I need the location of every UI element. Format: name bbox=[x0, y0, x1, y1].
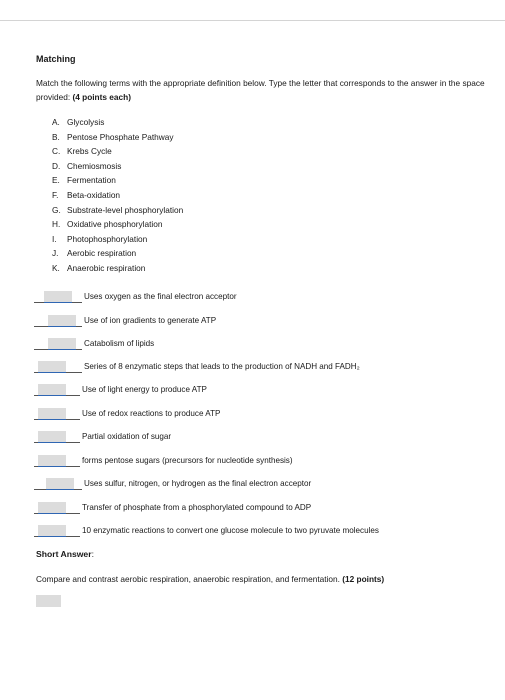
answer-underline bbox=[74, 489, 82, 490]
answer-underline bbox=[38, 372, 66, 373]
answer-underline bbox=[34, 326, 48, 327]
answer-underline bbox=[76, 326, 82, 327]
term-label: Photophosphorylation bbox=[67, 233, 148, 244]
answer-field[interactable] bbox=[48, 338, 76, 349]
match-row bbox=[34, 315, 504, 327]
short-answer-field[interactable] bbox=[36, 595, 61, 607]
answer-underline bbox=[34, 349, 48, 350]
answer-field[interactable] bbox=[38, 525, 66, 536]
term-item bbox=[52, 159, 183, 174]
definition-text: forms pentose sugars (precursors for nucleotide synthesis) bbox=[82, 456, 293, 465]
answer-field[interactable] bbox=[38, 408, 66, 419]
answer-underline bbox=[66, 372, 82, 373]
answer-underline bbox=[38, 395, 66, 396]
section-heading: Matching bbox=[36, 54, 76, 64]
answer-underline bbox=[66, 419, 80, 420]
term-letter: J. bbox=[52, 248, 59, 259]
answer-underline bbox=[76, 349, 82, 350]
term-letter: F. bbox=[52, 189, 59, 200]
term-label: Krebs Cycle bbox=[67, 146, 112, 157]
term-item bbox=[52, 203, 183, 218]
answer-underline bbox=[38, 513, 66, 514]
match-row bbox=[34, 478, 504, 490]
match-row bbox=[34, 291, 504, 303]
term-label: Aerobic respiration bbox=[67, 248, 137, 259]
definition-text: Use of ion gradients to generate ATP bbox=[84, 316, 217, 325]
answer-field[interactable] bbox=[38, 455, 66, 466]
answer-underline bbox=[48, 326, 76, 327]
answer-field[interactable] bbox=[38, 502, 66, 513]
term-letter: G. bbox=[52, 204, 61, 215]
definition-text: Transfer of phosphate from a phosphorylated compound to ADP bbox=[82, 503, 312, 512]
definition-text: Use of redox reactions to produce ATP bbox=[82, 409, 221, 418]
answer-underline bbox=[34, 302, 44, 303]
match-row bbox=[34, 502, 504, 514]
answer-field[interactable] bbox=[46, 478, 74, 489]
term-label: Glycolysis bbox=[67, 117, 105, 127]
definition-text: Uses sulfur, nitrogen, or hydrogen as the final electron acceptor bbox=[84, 479, 312, 488]
match-row bbox=[34, 455, 504, 467]
term-label: Oxidative phosphorylation bbox=[67, 219, 163, 230]
answer-underline bbox=[66, 536, 80, 537]
short-answer-points: (12 points) bbox=[342, 574, 385, 584]
term-item bbox=[52, 188, 183, 203]
term-letter: E. bbox=[52, 175, 60, 186]
term-letter: B. bbox=[52, 131, 60, 142]
short-answer-heading bbox=[36, 549, 94, 559]
short-answer-prompt bbox=[36, 574, 384, 584]
term-item bbox=[52, 261, 183, 276]
term-item bbox=[52, 115, 183, 130]
match-row bbox=[34, 431, 504, 443]
answer-underline bbox=[38, 466, 66, 467]
answer-underline bbox=[38, 536, 66, 537]
term-item bbox=[52, 144, 183, 159]
term-label: Beta-oxidation bbox=[67, 189, 121, 200]
definition-text: Series of 8 enzymatic steps that leads to the production of NADH and FADH₂ bbox=[84, 362, 360, 371]
answer-underline bbox=[66, 466, 80, 467]
answer-field[interactable] bbox=[38, 384, 66, 395]
answer-field[interactable] bbox=[48, 315, 76, 326]
term-letter: A. bbox=[52, 117, 60, 127]
answer-field[interactable] bbox=[38, 361, 66, 372]
term-item bbox=[52, 232, 183, 247]
term-label: Pentose Phosphate Pathway bbox=[67, 131, 174, 142]
term-label: Substrate-level phosphorylation bbox=[67, 204, 184, 215]
match-row bbox=[34, 338, 504, 350]
answer-underline bbox=[34, 489, 46, 490]
definition-text: Catabolism of lipids bbox=[84, 339, 155, 348]
term-item bbox=[52, 217, 183, 232]
term-label: Fermentation bbox=[67, 175, 116, 186]
short-answer-colon: : bbox=[91, 549, 94, 559]
term-letter: K. bbox=[52, 262, 60, 273]
term-item bbox=[52, 246, 183, 261]
term-letter: C. bbox=[52, 146, 61, 157]
instructions-points: (4 points each) bbox=[72, 91, 131, 102]
term-label: Chemiosmosis bbox=[67, 160, 122, 171]
term-label: Anaerobic respiration bbox=[67, 262, 146, 273]
term-letter: D. bbox=[52, 160, 61, 171]
answer-underline bbox=[66, 442, 80, 443]
answer-underline bbox=[66, 513, 80, 514]
term-list bbox=[52, 115, 183, 276]
instructions-text: Match the following terms with the appropriate definition below. Type the letter that corresponds to the answer in the space provided: bbox=[36, 78, 485, 102]
match-row bbox=[34, 408, 504, 420]
answer-underline bbox=[48, 349, 76, 350]
match-row bbox=[34, 384, 504, 396]
term-letter: I. bbox=[52, 233, 57, 244]
page-top-rule bbox=[0, 20, 505, 21]
match-row bbox=[34, 525, 504, 537]
term-item bbox=[52, 173, 183, 188]
short-answer-question: Compare and contrast aerobic respiration, anaerobic respiration, and fermentation. bbox=[36, 574, 343, 584]
definition-text: Partial oxidation of sugar bbox=[82, 432, 172, 441]
answer-underline bbox=[66, 395, 80, 396]
answer-underline bbox=[44, 302, 72, 303]
answer-underline bbox=[38, 442, 66, 443]
short-answer-title: Short Answer bbox=[36, 549, 92, 559]
term-letter: H. bbox=[52, 219, 61, 230]
matching-instructions bbox=[36, 77, 491, 104]
definition-text: Uses oxygen as the final electron acceptor bbox=[84, 292, 237, 301]
term-item bbox=[52, 130, 183, 145]
answer-underline bbox=[38, 419, 66, 420]
definition-text: Use of light energy to produce ATP bbox=[82, 385, 207, 394]
answer-field[interactable] bbox=[44, 291, 72, 302]
definition-text: 10 enzymatic reactions to convert one glucose molecule to two pyruvate molecules bbox=[82, 526, 379, 535]
answer-underline bbox=[46, 489, 74, 490]
match-row bbox=[34, 361, 504, 373]
answer-underline bbox=[72, 302, 82, 303]
answer-field[interactable] bbox=[38, 431, 66, 442]
